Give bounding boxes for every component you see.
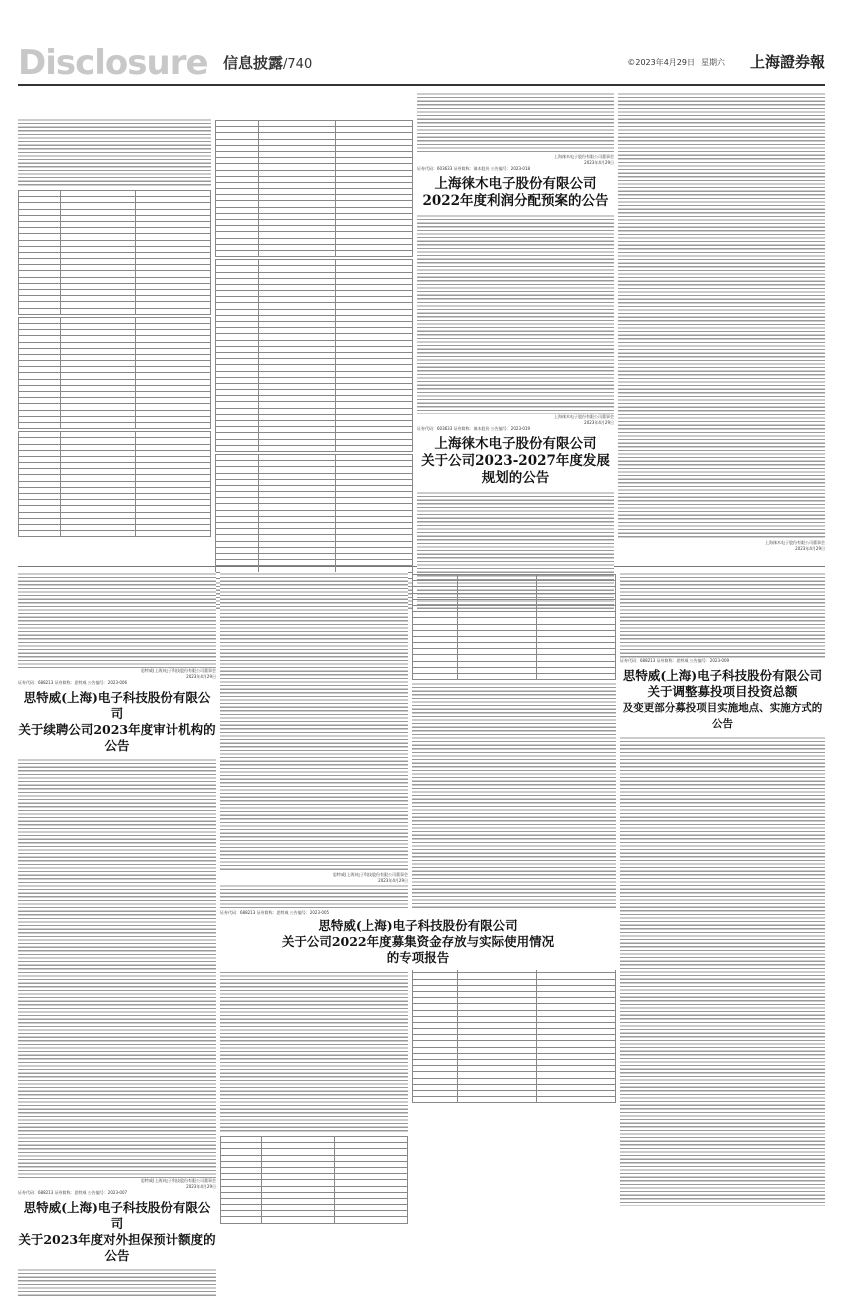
text-block	[417, 214, 614, 414]
column-8	[620, 572, 825, 1242]
text-block	[18, 758, 216, 1178]
data-table	[412, 574, 616, 680]
notice-code: 证券代码：688213 证券简称：思特威 公告编号：2023-005	[220, 910, 330, 915]
signature-company: 上海徕木电子股份有限公司董事会	[554, 414, 614, 419]
column-5	[18, 572, 216, 1263]
signature-company: 思特威(上海)电子科技股份有限公司董事会	[140, 668, 216, 673]
text-block	[18, 118, 211, 188]
notice-title-line: 的专项报告	[386, 950, 450, 965]
notice-code: 证券代码：688213 证券简称：思特威 公告编号：2023-009	[620, 658, 730, 663]
section-label: 信息披露	[223, 54, 284, 72]
signature-company: 思特威(上海)电子科技股份有限公司董事会	[140, 1178, 216, 1183]
notice-title-profit-distribution	[417, 176, 614, 210]
text-block	[18, 572, 216, 668]
column-7	[412, 572, 616, 1242]
notice-title-line: 关于公司2023-2027年度发展规划的公告	[421, 453, 610, 486]
notice-title-line: 关于续聘公司2023年度审计机构的公告	[18, 722, 216, 753]
notice-title-line: 上海徕木电子股份有限公司	[434, 176, 597, 192]
notice-title-line: 2022年度利润分配预案的公告	[422, 193, 609, 209]
notice-code: 证券代码：688213 证券简称：思特威 公告编号：2023-007	[18, 1190, 128, 1195]
text-block	[618, 92, 825, 540]
notice-title-development-plan	[417, 436, 614, 487]
notice-title-auditor	[18, 690, 216, 754]
data-table	[220, 1136, 408, 1224]
signature-company: 上海徕木电子股份有限公司董事会	[765, 540, 825, 545]
page-number: /740	[283, 57, 313, 72]
text-block	[620, 736, 825, 1206]
text-block	[620, 572, 825, 658]
notice-title-line: 思特威(上海)电子科技股份有限公司	[23, 690, 211, 721]
column-3	[417, 92, 614, 566]
data-table	[215, 259, 413, 452]
notice-code: 证券代码：603633 证券简称：徕木股份 公告编号：2023-019	[417, 426, 531, 431]
notice-title-line: 关于2023年度对外担保预计额度的公告	[18, 1232, 216, 1263]
notice-header-fund-usage	[220, 910, 616, 970]
notice-title-fund-usage	[220, 918, 616, 966]
notice-title-guarantee	[18, 1200, 216, 1264]
notice-title-line: 思特威(上海)电子科技股份有限公司	[23, 1200, 211, 1231]
signature-date: 2023年4月29日	[795, 546, 825, 551]
column-4	[618, 92, 825, 566]
newspaper-name: 上海證券報	[749, 53, 825, 71]
notice-title-line: 关于公司2022年度募集资金存放与实际使用情况	[281, 934, 555, 949]
notice-title-line: 思特威(上海)电子科技股份有限公司	[622, 668, 823, 683]
notice-title-investment-adjustment	[620, 668, 825, 732]
data-table	[18, 317, 211, 429]
notice-code: 证券代码：603633 证券简称：徕木股份 公告编号：2023-018	[417, 166, 531, 171]
data-table	[215, 454, 413, 579]
column-1	[18, 118, 211, 566]
text-block	[220, 572, 408, 872]
dateline	[621, 56, 725, 70]
issue-date: ©2023年4月29日	[627, 58, 695, 67]
data-table	[18, 431, 211, 537]
header-rule	[18, 84, 825, 86]
data-table	[412, 966, 616, 1103]
text-block	[417, 92, 614, 154]
masthead	[18, 44, 825, 82]
signature-date: 2023年4月29日	[584, 420, 614, 425]
signature-date: 2023年4月29日	[186, 1184, 216, 1189]
notice-title-line: 思特威(上海)电子科技股份有限公司	[318, 918, 518, 933]
data-table	[18, 190, 211, 315]
data-table	[215, 120, 413, 257]
column-2	[215, 118, 413, 566]
notice-title-line: 及变更部分募投项目实施地点、实施方式的公告	[622, 702, 823, 730]
signature-date: 2023年4月29日	[378, 878, 408, 883]
signature-date: 2023年4月29日	[186, 674, 216, 679]
signature-company: 思特威(上海)电子科技股份有限公司董事会	[332, 872, 408, 877]
column-6	[220, 572, 408, 1242]
signature-date: 2023年4月29日	[584, 160, 614, 165]
text-block	[18, 1268, 216, 1298]
issue-weekday: 星期六	[701, 58, 725, 67]
notice-title-line: 关于调整募投项目投资总额	[647, 684, 798, 699]
notice-code: 证券代码：688213 证券简称：思特威 公告编号：2023-006	[18, 680, 128, 685]
brand-wordmark: Disclosure	[18, 43, 208, 83]
signature-company: 上海徕木电子股份有限公司董事会	[554, 154, 614, 159]
section-title	[223, 52, 312, 76]
notice-title-line: 上海徕木电子股份有限公司	[434, 436, 597, 452]
